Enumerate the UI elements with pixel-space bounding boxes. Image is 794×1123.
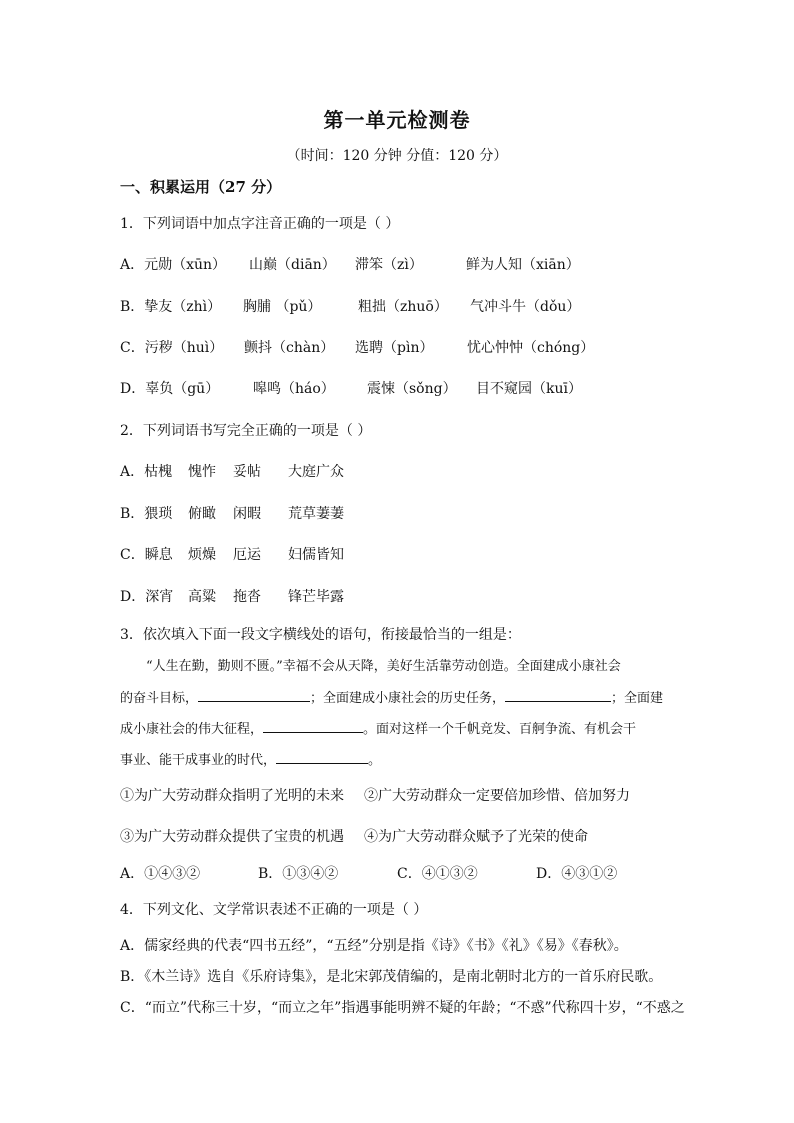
option-text: 烦燥 [188, 547, 216, 563]
answer-choice: A．①④③② [120, 866, 201, 882]
fill-blank [263, 720, 363, 733]
answer-choice: B．①③④② [258, 866, 339, 882]
question-4-option-a: A．儒家经典的代表“四书五经”，“五经”分别是指《诗》《书》《礼》《易》《春秋》。 [120, 938, 628, 954]
option-text: 厄运 [233, 547, 261, 563]
option-text: 拖沓 [233, 589, 261, 605]
fill-blank [505, 689, 611, 702]
option-text: C．污秽（huì） [120, 340, 224, 356]
passage-text: 的奋斗目标， [120, 691, 199, 706]
question-2-stem: 2．下列词语书写完全正确的一项是（ ） [120, 423, 372, 439]
option-text: 锋芒毕露 [288, 589, 344, 605]
passage-text: 事业、能干成事业的时代， [120, 753, 277, 768]
option-text: 闲暇 [233, 506, 261, 522]
time-score-info: （时间：120 分钟 分值：120 分） [286, 148, 508, 164]
option-text: 嗥鸣（háo） [253, 381, 335, 397]
option-text: 妇儒皆知 [288, 547, 344, 563]
sentence-item: ①为广大劳动群众指明了光明的未来 [120, 788, 344, 804]
option-text: 荒草萋萋 [288, 506, 344, 522]
passage-text: ；全面建 [611, 691, 664, 706]
sentence-item: ③为广大劳动群众提供了宝贵的机遇 [120, 829, 344, 845]
page-title: 第一单元检测卷 [323, 108, 471, 132]
option-text: A．元勋（xūn） [120, 257, 227, 273]
option-text: 目不窥园（kuī） [476, 381, 582, 397]
question-4-stem: 4．下列文化、文学常识表述不正确的一项是（ ） [120, 902, 428, 918]
option-text: 滞笨（zì） [355, 257, 423, 273]
option-text: C．瞬息 [120, 547, 173, 563]
passage-text: ；全面建成小康社会的历史任务， [310, 691, 506, 706]
passage-text: 成小康社会的伟大征程， [120, 722, 264, 737]
option-text: A．枯槐 [120, 464, 173, 480]
sentence-item: ②广大劳动群众一定要倍加珍惜、倍加努力 [364, 788, 630, 804]
passage-text: 。面对这样一个千帆竞发、百舸争流、有机会干 [363, 722, 637, 737]
passage-line [120, 687, 680, 706]
option-text: 颤抖（chàn） [244, 340, 335, 356]
option-text: 山巅（diān） [249, 257, 336, 273]
fill-blank [198, 689, 310, 702]
option-text: 忧心忡忡（chóng） [467, 340, 595, 356]
option-text: 粗拙（zhuō） [358, 299, 448, 315]
sentence-item: ④为广大劳动群众赋予了光荣的使命 [364, 829, 588, 845]
option-text: B．猥琐 [120, 506, 173, 522]
option-text: 选聘（pìn） [355, 340, 434, 356]
passage-text: 。 [368, 753, 382, 768]
passage-line [120, 718, 680, 737]
option-text: D．深宵 [120, 589, 174, 605]
option-text: 震悚（sǒng） [367, 381, 457, 397]
passage-line [120, 749, 680, 768]
passage-line: “人生在勤，勤则不匮。”幸福不会从天降，美好生活靠劳动创造。全面建成小康社会 [146, 659, 621, 674]
answer-choice: C．④①③② [397, 866, 478, 882]
question-3-stem: 3．依次填入下面一段文字横线处的语句，衔接最恰当的一组是： [120, 627, 521, 643]
option-text: 高粱 [188, 589, 216, 605]
option-text: 俯瞰 [188, 506, 216, 522]
fill-blank [276, 751, 368, 764]
question-4-option-c: C．“而立”代称三十岁，“而立之年”指遇事能明辨不疑的年龄；“不惑”代称四十岁，“不惑之 [120, 1000, 685, 1016]
answer-choice: D．④③①② [536, 866, 618, 882]
option-text: B．挚友（zhì） [120, 299, 222, 315]
option-text: 妥帖 [233, 464, 261, 480]
option-text: 大庭广众 [288, 464, 344, 480]
option-text: 胸脯 （pǔ） [243, 299, 322, 315]
section-heading: 一、积累运用（27 分） [120, 178, 282, 196]
option-text: 气冲斗牛（dǒu） [470, 299, 581, 315]
question-4-option-b: B．《木兰诗》选自《乐府诗集》，是北宋郭茂倩编的，是南北朝时北方的一首乐府民歌。 [120, 969, 663, 985]
option-text: 愧怍 [188, 464, 216, 480]
option-text: 鲜为人知（xiān） [466, 257, 580, 273]
option-text: D．辜负（gū） [120, 381, 220, 397]
question-1-stem: 1．下列词语中加点字注音正确的一项是（ ） [120, 216, 400, 232]
